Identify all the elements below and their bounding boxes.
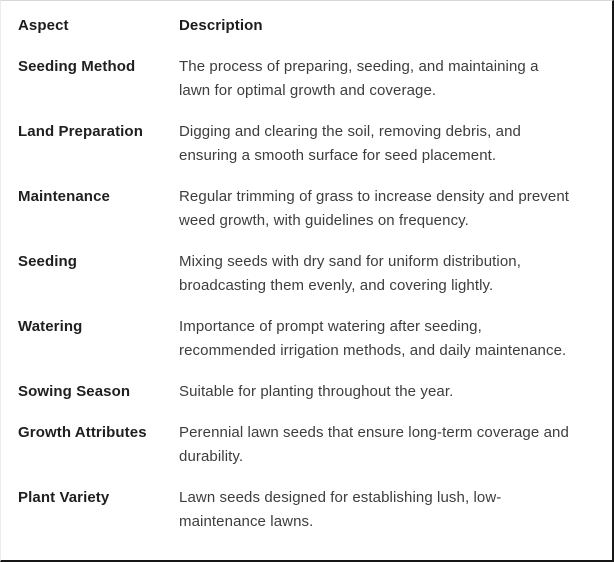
table-row-seeding [18, 250, 592, 298]
description-cell: The process of preparing, seeding, and maintaining a lawn for optimal growth and coverage. [179, 58, 539, 99]
description-cell: Regular trimming of grass to increase density and prevent weed growth, with guidelines on frequency. [179, 188, 570, 229]
table-header-row [18, 14, 592, 38]
table-row-growth-attributes [18, 421, 592, 469]
description-cell: Suitable for planting throughout the year. [179, 383, 454, 400]
description-cell: Importance of prompt watering after seeding, recommended irrigation methods, and daily maintenance. [179, 318, 567, 359]
aspect-cell: Plant Variety [18, 489, 110, 506]
table-row-plant-variety [18, 486, 592, 534]
column-header-aspect: Aspect [18, 17, 69, 34]
aspect-cell: Growth Attributes [18, 424, 147, 441]
column-header-description: Description [179, 17, 263, 34]
aspect-cell: Sowing Season [18, 383, 131, 400]
table-row-seeding-method [18, 55, 592, 103]
table-row-sowing-season [18, 380, 592, 404]
table-row-land-preparation [18, 120, 592, 168]
aspect-cell: Seeding Method [18, 58, 136, 75]
description-cell: Digging and clearing the soil, removing debris, and ensuring a smooth surface for seed placement. [179, 123, 521, 164]
aspect-cell: Watering [18, 318, 83, 335]
description-cell: Lawn seeds designed for establishing lush, low-maintenance lawns. [179, 489, 502, 530]
aspect-cell: Land Preparation [18, 123, 143, 140]
table-row-watering [18, 315, 592, 363]
aspect-cell: Maintenance [18, 188, 110, 205]
description-cell: Perennial lawn seeds that ensure long-term coverage and durability. [179, 424, 569, 465]
description-cell: Mixing seeds with dry sand for uniform distribution, broadcasting them evenly, and covering lightly. [179, 253, 522, 294]
table-row-maintenance [18, 185, 592, 233]
aspect-cell: Seeding [18, 253, 78, 270]
